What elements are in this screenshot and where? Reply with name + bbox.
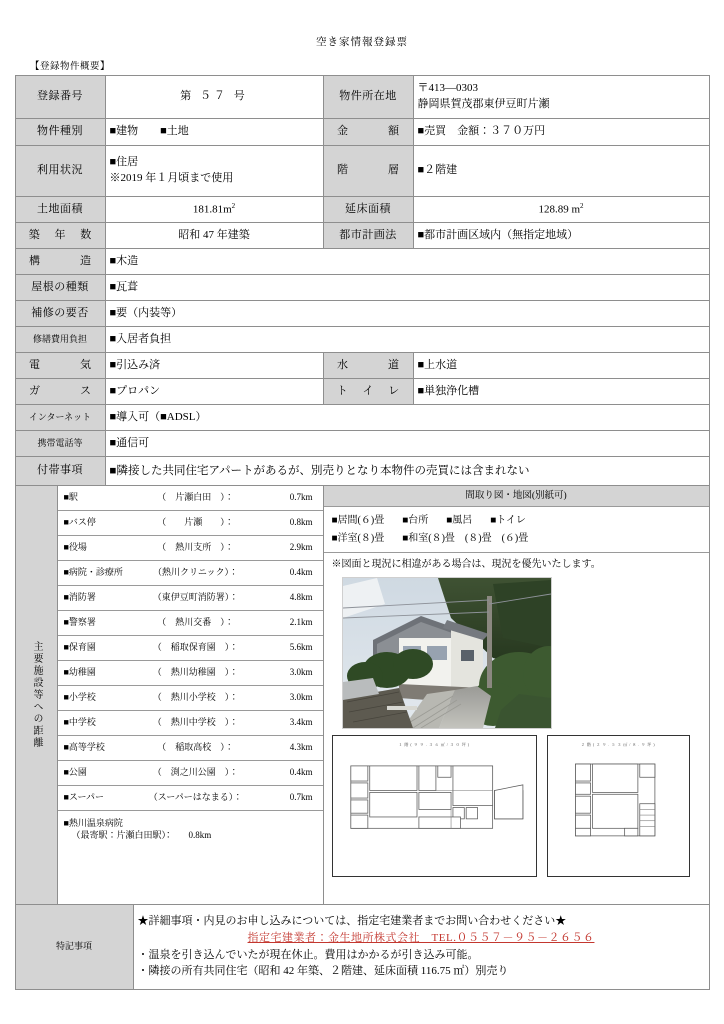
- label-extra-notes: 付帯事項: [15, 457, 105, 486]
- facility-distance: 0.4km: [252, 561, 323, 586]
- value-extra-notes: ■隣接した共同住宅アパートがあるが、別売りとなり本物件の売買には含まれない: [105, 457, 709, 486]
- facility-distance: 5.6km: [252, 636, 323, 661]
- room-item: ■風呂: [446, 515, 473, 526]
- facility-row: [58, 786, 323, 811]
- facility-name: ■小学校: [58, 686, 140, 711]
- value-internet: ■導入可（■ADSL）: [105, 405, 709, 431]
- value-floors: ■２階建: [413, 146, 709, 197]
- value-usage-note: ※2019 年１月頃まで使用: [109, 172, 234, 184]
- facility-list: [58, 486, 323, 849]
- facility-name: ■中学校: [58, 711, 140, 736]
- facility-distance: 2.1km: [252, 611, 323, 636]
- label-floor-area: 延床面積: [323, 197, 413, 223]
- facility-row: [58, 711, 323, 736]
- facility-name: ■役場: [58, 536, 140, 561]
- label-registration-number: 登録番号: [15, 76, 105, 119]
- facility-row: [58, 536, 323, 561]
- facility-distance: 0.8km: [252, 511, 323, 536]
- room-layout-line-2: [332, 530, 701, 548]
- value-price: ■売買 金額：３７０万円: [413, 119, 709, 146]
- value-structure: ■木造: [105, 249, 709, 275]
- facility-detail: （スーパーはなまる）：: [140, 786, 252, 811]
- label-price: 金 額: [323, 119, 413, 146]
- table-row: [15, 431, 709, 457]
- value-mobile-phone: ■通信可: [105, 431, 709, 457]
- facility-detail: （ 稲取高校 ）：: [140, 736, 252, 761]
- facility-row: [58, 586, 323, 611]
- table-row: [15, 457, 709, 486]
- label-location: 物件所在地: [323, 76, 413, 119]
- facility-row: [58, 686, 323, 711]
- table-row: [15, 379, 709, 405]
- value-city-planning: ■都市計画区域内（無指定地域）: [413, 223, 709, 249]
- label-city-planning: 都市計画法: [323, 223, 413, 249]
- floorplan-first-floor-drawing: [333, 747, 536, 851]
- value-usage: [105, 146, 323, 197]
- floorplan-second-floor-drawing: [548, 747, 689, 851]
- value-repair-needed: ■要（内装等）: [105, 301, 709, 327]
- facility-name: ■保育園: [58, 636, 140, 661]
- facility-distance: 3.4km: [252, 711, 323, 736]
- facility-hospital-distance: （最寄駅：片瀬白田駅）： 0.8km: [71, 830, 212, 840]
- label-usage: 利用状況: [15, 146, 105, 197]
- facility-detail: （ 熱川中学校 ）：: [140, 711, 252, 736]
- facility-detail: （ 渕之川公園 ）：: [140, 761, 252, 786]
- table-row: [15, 275, 709, 301]
- facility-distance: 0.7km: [252, 786, 323, 811]
- room-item: ■居間(６)畳: [331, 515, 385, 526]
- value-location-postal: 〒413—0303: [417, 82, 478, 95]
- value-property-type: ■建物 ■土地: [105, 119, 323, 146]
- facility-name: ■幼稚園: [58, 661, 140, 686]
- value-location: [413, 76, 709, 119]
- value-remarks: [133, 905, 709, 990]
- table-row: [15, 249, 709, 275]
- facility-row: [58, 811, 323, 850]
- facility-distance: 2.9km: [252, 536, 323, 561]
- floorplan-first-floor-caption: １ 階 ( ９ ９ . ３ ６ ㎡ / ３ ０ 坪 ): [398, 741, 470, 747]
- facility-distance: 3.0km: [252, 686, 323, 711]
- table-row: [15, 353, 709, 379]
- facility-detail: （ 熱川幼稚園 ）：: [140, 661, 252, 686]
- facility-row: [58, 736, 323, 761]
- facility-name: ■警察署: [58, 611, 140, 636]
- floorplan-second-floor: [547, 735, 690, 877]
- room-item: ■洋室(８)畳: [331, 533, 385, 544]
- table-row: [15, 486, 709, 905]
- value-repair-cost: ■入居者負担: [105, 327, 709, 353]
- remarks-agent-contact: 指定宅建業者：金生地所株式会社 TEL.０５５７－９５－２６５６: [247, 932, 595, 945]
- label-building-age: 築 年 数: [15, 223, 105, 249]
- section-label-overview: 【登録物件概要】: [30, 62, 111, 72]
- label-electricity: 電 気: [15, 353, 105, 379]
- table-row: [15, 905, 709, 990]
- facility-distance: 3.0km: [252, 661, 323, 686]
- value-water: ■上水道: [413, 353, 709, 379]
- room-layout-line-1: [332, 512, 701, 530]
- value-land-area-unit: 2: [231, 201, 236, 210]
- facility-name: ■駅: [58, 486, 140, 511]
- label-remarks: 特記事項: [15, 905, 133, 990]
- remarks-line-item: ・隣接の所有共同住宅（昭和 42 年築、２階建、延床面積 116.75 ㎡）別売り: [137, 964, 509, 977]
- label-repair-cost: 修繕費用負担: [15, 327, 105, 353]
- overview-table: [15, 75, 710, 486]
- floorplan-first-floor: [332, 735, 537, 877]
- table-row: [15, 76, 709, 119]
- remarks-line-highlight: ★詳細事項・内見のお申し込みについては、指定宅建業者までお問い合わせください★: [137, 915, 567, 928]
- facility-name: ■スーパー: [58, 786, 140, 811]
- facility-name: ■バス停: [58, 511, 140, 536]
- facility-distance: 4.3km: [252, 736, 323, 761]
- facility-detail: （ 片瀬 ）：: [140, 511, 252, 536]
- label-water: 水 道: [323, 353, 413, 379]
- table-row: [15, 301, 709, 327]
- label-structure: 構 造: [15, 249, 105, 275]
- facility-detail: （ 熱川支所 ）：: [140, 536, 252, 561]
- label-internet: インターネット: [15, 405, 105, 431]
- plan-disclaimer: ※図面と現況に相違がある場合は、現況を優先いたします。: [331, 559, 601, 570]
- value-toilet: ■単独浄化槽: [413, 379, 709, 405]
- label-gas: ガ ス: [15, 379, 105, 405]
- facility-name: ■消防署: [58, 586, 140, 611]
- plan-header: 間取り図・地図(別紙可): [324, 486, 709, 507]
- label-roof-type: 屋根の種類: [15, 275, 105, 301]
- property-exterior-photo: [342, 577, 552, 729]
- value-gas: ■プロパン: [105, 379, 323, 405]
- value-land-area: [105, 197, 323, 223]
- value-land-area-num: 181.81m: [192, 203, 232, 216]
- facility-row: [58, 611, 323, 636]
- facility-detail: （ 熱川交番 ）：: [140, 611, 252, 636]
- facility-hospital-name: ■熱川温泉病院: [63, 818, 123, 829]
- facility-detail: （ 稲取保育園 ）：: [140, 636, 252, 661]
- value-usage-primary: ■住居: [109, 156, 139, 169]
- value-building-age: 昭和 47 年建築: [105, 223, 323, 249]
- facility-row: [58, 761, 323, 786]
- label-facility-distances: [15, 486, 57, 905]
- facility-row: [58, 636, 323, 661]
- facility-hospital: [58, 811, 323, 850]
- table-row: [15, 197, 709, 223]
- room-item: ■トイレ: [490, 515, 526, 526]
- document-title: 空き家情報登録票: [316, 37, 408, 48]
- value-registration-number: 第 ５７ 号: [105, 76, 323, 119]
- room-item: ■台所: [402, 515, 429, 526]
- remarks-line-item: ・温泉を引き込んでいたが現在休止。費用はかかるが引き込み可能。: [137, 949, 479, 961]
- facility-row: [58, 511, 323, 536]
- facility-detail: （ 熱川小学校 ）：: [140, 686, 252, 711]
- facility-detail: （ 片瀬白田 ）：: [140, 486, 252, 511]
- facility-row: [58, 561, 323, 586]
- facility-distance: 0.7km: [252, 486, 323, 511]
- table-row: [15, 405, 709, 431]
- facility-detail: （熱川クリニック）：: [140, 561, 252, 586]
- room-item: ■和室(８)畳 (８)畳 (６)畳: [402, 533, 529, 544]
- table-row: [15, 327, 709, 353]
- plan-cell: [323, 486, 709, 905]
- value-floor-area-unit: 2: [580, 201, 584, 210]
- value-floor-area: [413, 197, 709, 223]
- label-floors: 階 層: [323, 146, 413, 197]
- value-location-address: 静岡県賀茂郡東伊豆町片瀬: [417, 98, 550, 110]
- table-row: [15, 223, 709, 249]
- value-electricity: ■引込み済: [105, 353, 323, 379]
- label-mobile-phone: 携帯電話等: [15, 431, 105, 457]
- facility-list-cell: [57, 486, 323, 905]
- label-toilet: ト イ レ: [323, 379, 413, 405]
- facilities-plan-table: [15, 485, 710, 905]
- property-photo-wrap: [324, 575, 709, 735]
- facility-name: ■病院・診療所: [58, 561, 140, 586]
- floorplan-second-floor-caption: ２ 階 ( ２ ９ . ５ ３ ㎡ / ８ . ９ 坪 ): [580, 741, 656, 747]
- table-row: [15, 119, 709, 146]
- remarks-table: [15, 904, 710, 990]
- value-floor-area-num: 128.89 m: [538, 203, 581, 216]
- facility-detail: （東伊豆町消防署）：: [140, 586, 252, 611]
- facility-row: [58, 486, 323, 511]
- label-facility-distances-text: 主要施設等への距離: [31, 641, 42, 749]
- facility-name: ■公園: [58, 761, 140, 786]
- facility-name: ■高等学校: [58, 736, 140, 761]
- room-layout-list: [324, 507, 709, 553]
- value-roof-type: ■瓦葺: [105, 275, 709, 301]
- facility-distance: 4.8km: [252, 586, 323, 611]
- floorplans-row: [324, 735, 709, 883]
- label-land-area: 土地面積: [15, 197, 105, 223]
- facility-row: [58, 661, 323, 686]
- facility-distance: 0.4km: [252, 761, 323, 786]
- label-repair-needed: 補修の要否: [15, 301, 105, 327]
- photo-illustration: [343, 578, 551, 728]
- label-property-type: 物件種別: [15, 119, 105, 146]
